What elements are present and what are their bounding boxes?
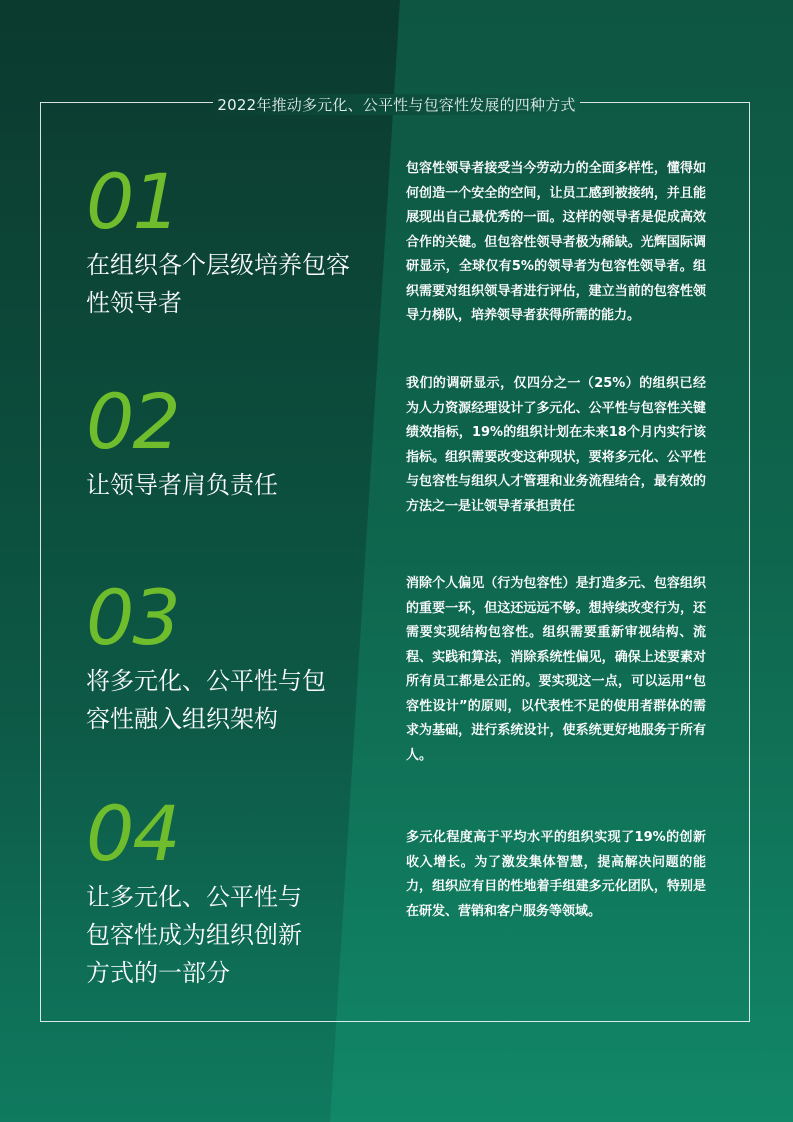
- item-description: 消除个人偏见（行为包容性）是打造多元、包容组织的重要一环，但这还远远不够。想持续改变行为，还需要实现结构包容性。组织需要重新审视结构、流程、实践和算法，消除系统性偏见，确保上述要素对所有员工都是公正的。要实现这一点，可以运用“包容性设计”的原则，以代表性不足的使用者群体的需求为基础，进行系统设计，使系统更好地服务于所有人。: [406, 576, 706, 763]
- item-description: 我们的调研显示，仅四分之一（25%）的组织已经为人力资源经理设计了多元化、公平性与包容性关键绩效指标，19%的组织计划在未来18个月内实行该指标。组织需要改变这种现状，要将多元化、公平性与包容性与组织人才管理和业务流程结合，最有效的方法之一是让领导者承担责任: [406, 376, 706, 514]
- item-02: [86, 377, 376, 504]
- item-number: 04: [86, 789, 179, 878]
- page-title: 2022年推动多元化、公平性与包容性发展的四种方式: [213, 94, 579, 115]
- item-number: 02: [86, 377, 179, 466]
- item-number: 01: [86, 157, 179, 246]
- item-description: 包容性领导者接受当今劳动力的全面多样性，懂得如何创造一个安全的空间，让员工感到被接纳，并且能展现出自己最优秀的一面。这样的领导者是促成高效合作的关键。但包容性领导者极为稀缺。光辉国际调研显示，全球仅有5%的领导者为包容性领导者。组织需要对组织领导者进行评估，建立当前的包容性领导力梯队，培养领导者获得所需的能力。: [406, 161, 706, 323]
- item-heading: 将多元化、公平性与包容性融入组织架构: [86, 667, 326, 733]
- frame-title-wrap: [0, 94, 793, 115]
- item-description: 多元化程度高于平均水平的组织实现了19%的创新收入增长。为了激发集体智慧，提高解决问题的能力，组织应有目的性地着手组建多元化团队，特别是在研发、营销和客户服务等领域。: [406, 830, 706, 919]
- item-04: [86, 789, 376, 992]
- item-heading: 让多元化、公平性与包容性成为组织创新方式的一部分: [86, 883, 302, 987]
- item-heading: 让领导者肩负责任: [86, 471, 278, 499]
- item-heading: 在组织各个层级培养包容性领导者: [86, 251, 350, 317]
- item-03: [86, 573, 376, 738]
- item-number: 03: [86, 573, 179, 662]
- item-01: [86, 157, 376, 322]
